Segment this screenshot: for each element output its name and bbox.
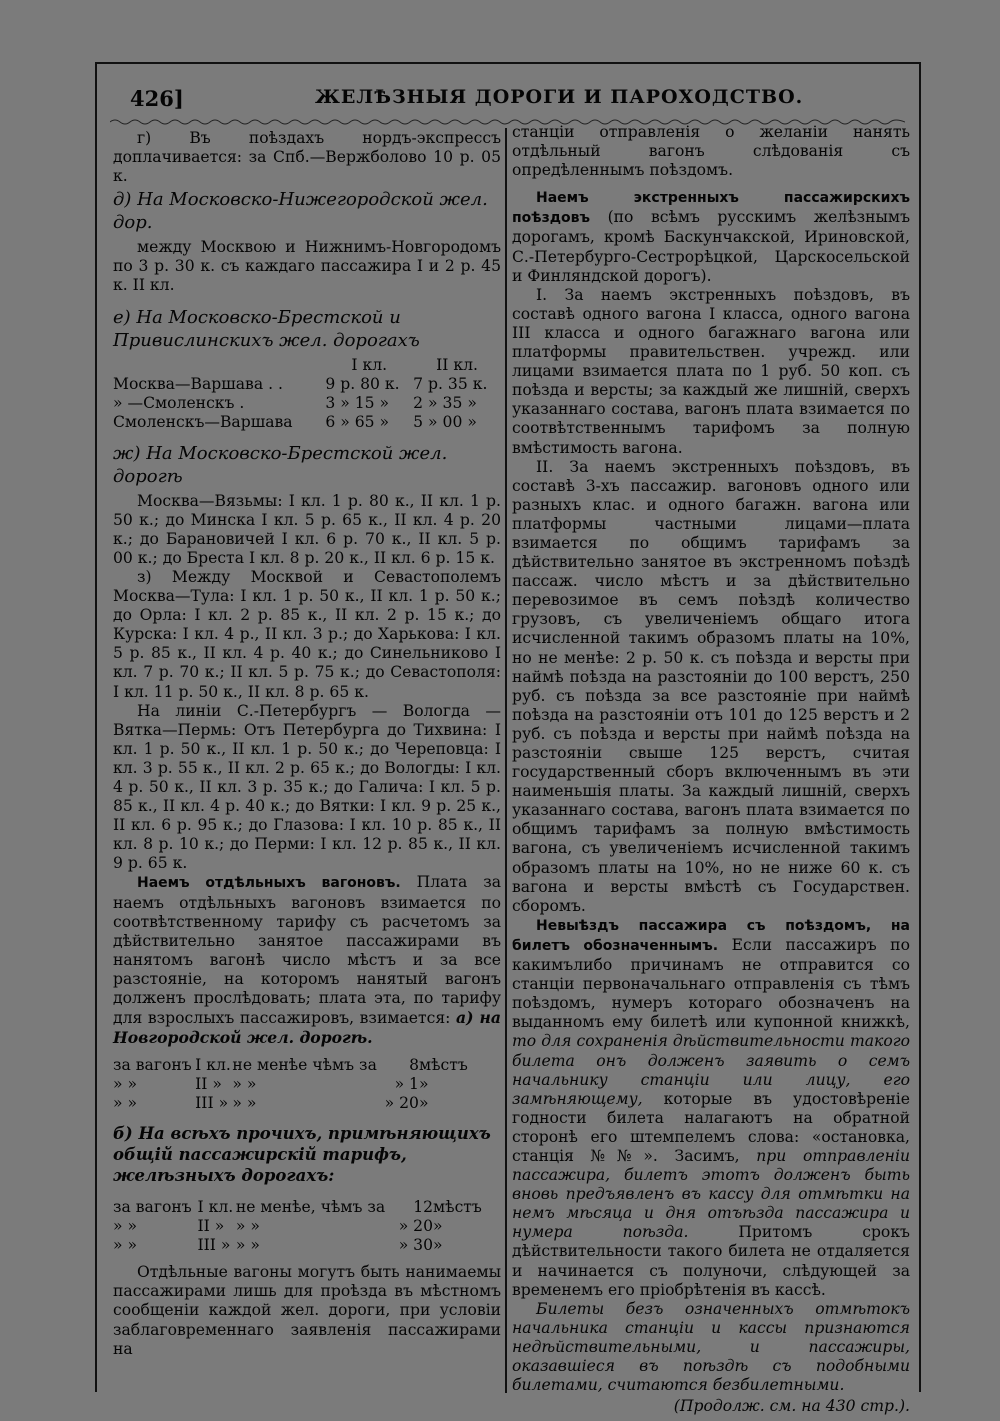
page-frame-left-rule xyxy=(95,62,97,1392)
cell: не менѣе, чѣмъ за xyxy=(235,1198,386,1217)
no-show-heading: Невыѣздъ пассажира съ поѣздомъ, на билетъ обозначеннымъ. xyxy=(512,917,910,954)
cell: » » xyxy=(235,1217,260,1236)
fare-col-2-header: II кл. xyxy=(436,355,479,374)
cell: » xyxy=(433,1236,443,1255)
cell: III » xyxy=(195,1094,229,1113)
cell: » » xyxy=(113,1094,138,1113)
table-row xyxy=(113,1056,470,1075)
fare-route: Москва—Варшава . . xyxy=(113,374,283,393)
no-show-text-3: Притомъ срокъ дѣйствительности такого билета не отдаляется и начинается съ полуночи, слѣдующей за временемъ его пріобрѣтенія въ кассѣ. xyxy=(512,1223,910,1299)
section-d-text: между Москвою и Нижнимъ-Новгородомъ по 3 р. 30 к. съ каждаго пассажира I и 2 р. 45 к. II кл. xyxy=(113,238,501,295)
continued-on-page-note: (Продолж. см. на 430 стр.). xyxy=(673,1397,910,1416)
page-number: 426] xyxy=(130,86,184,111)
table-row xyxy=(113,1094,470,1113)
fare-class-1: 9 р. 80 к. xyxy=(325,374,400,393)
cell: I кл. xyxy=(195,1056,231,1075)
extra-trains-heading: Наемъ экстренныхъ пассажирскихъ поѣздовъ xyxy=(512,190,910,227)
no-show-italic-2: при отправленіи пассажира, билетъ этотъ долженъ быть вновь предъявленъ въ кассу для отмѣтки на немъ мѣсяца и дня отъѣзда пассажира и нумера поѣзда. xyxy=(512,1146,910,1242)
left-column xyxy=(113,129,501,1359)
cell: мѣстъ xyxy=(418,1056,468,1075)
cell: » » xyxy=(235,1236,260,1255)
cell: » xyxy=(418,1094,429,1113)
table-row xyxy=(113,1217,485,1236)
cell: » 1 xyxy=(394,1075,419,1094)
cell: » 20 xyxy=(384,1094,419,1113)
cell: » » xyxy=(113,1236,138,1255)
naem-vagonov-heading: Наемъ отдѣльныхъ вагоновъ. xyxy=(137,875,401,892)
extra-trains-scope: (по всѣмъ русскимъ желѣзнымъ дорогамъ, кромѣ Баскунчакской, Ириновской, С.-Петербурго-Сестрорѣцкой, Царскосельской и Финляндской дорогъ). xyxy=(512,208,910,285)
column-divider xyxy=(505,128,507,1393)
fare-route: » —Смоленскъ . xyxy=(113,393,245,412)
cell: » » xyxy=(232,1075,257,1094)
cell: 8 xyxy=(409,1056,419,1075)
extra-trains-rule-1: I. За наемъ экстренныхъ поѣздовъ, въ составѣ одного вагона I класса, одного вагона III класса и одного багажнаго вагона или платформы правительствен. учрежд. или лицами взимается плата по 1 руб. 50 коп. съ поѣзда и версты; за каждый же лишній, сверхъ указаннаго состава, вагонъ плата взимается по соотвѣтственнымъ тарифомъ за полную вмѣстимость вагона. xyxy=(512,285,910,457)
cell: » 30 xyxy=(398,1236,434,1255)
cell: » 20 xyxy=(398,1217,434,1236)
tickets-invalid-note: Билеты безъ означенныхъ отмѣтокъ начальника станціи и кассы признаются недѣйствительными, и пассажиры, оказавшіеся въ поѣздѣ съ подобными билетами, считаются безбилетными. xyxy=(512,1299,910,1395)
no-show-italic-1: то для сохраненія дѣйствительности такого билета онъ долженъ заявить о семъ начальнику станціи или лицу, его замѣняющему, xyxy=(512,1032,910,1108)
cell: III » xyxy=(197,1236,231,1255)
fare-class-2: 5 » 00 » xyxy=(413,412,477,431)
table-row xyxy=(113,1075,470,1094)
fare-class-1: 3 » 15 » xyxy=(325,393,390,412)
cell: » » xyxy=(232,1094,257,1113)
naem-vagonov-text: Плата за наемъ отдѣльныхъ вагоновъ взимается по соотвѣтственному тарифу съ расчетомъ за дѣйствительно занятое пассажирами въ нанятомъ вагонѣ число мѣстъ и за все разстояніе, на которомъ нанятый вагонъ долженъ прослѣдовать; плата эта, по тарифу для взрослыхъ пассажировъ, взимается: xyxy=(113,873,501,1028)
section-e-heading: е) На Московско-Брестской и Привислинскихъ жел. дорогахъ xyxy=(113,306,420,351)
cell: » xyxy=(418,1075,429,1094)
cell: не менѣе чѣмъ за xyxy=(232,1056,377,1075)
cell: I кл. xyxy=(197,1198,234,1217)
right-column xyxy=(512,123,910,1416)
cell: 12 xyxy=(413,1198,434,1217)
fare-class-2: 7 р. 35 к. xyxy=(413,374,488,393)
cell: » » xyxy=(113,1075,138,1094)
section-b-heading: б) На всѣхъ прочихъ, примѣняющихъ общій пассажирскій тарифъ, желѣзныхъ дорогахъ: xyxy=(113,1124,491,1186)
line-spb-perm-text: На линіи С.-Петербургъ — Вологда — Вятка—Пермь: Отъ Петербурга до Тихвина: I кл. 1 р. 50 к., II кл. 1 р. 50 к.; до Череповца: I кл. 3 р. 55 к., II кл. 2 р. 65 к.; до Вологды: I кл. 4 р. 50 к., II кл. 3 р. 35 к.; до Галича: I кл. 5 р. 85 к., II кл. 4 р. 40 к.; до Вятки: I кл. 9 р. 25 к., II кл. 6 р. 95 к.; до Глазова: I кл. 10 р. 85 к., II кл. 8 р. 10 к.; до Перми: I кл. 12 р. 85 к., II кл. 9 р. 65 к. xyxy=(113,701,501,873)
page-frame-right-rule xyxy=(919,62,921,1392)
section-zh-heading: ж) На Московско-Брестской жел. дорогѣ xyxy=(113,442,448,487)
section-e-fare-table xyxy=(113,356,501,432)
continued-text: станціи отправленія о желаніи нанять отдѣльный вагонъ слѣдованія съ опредѣленнымъ поѣздомъ. xyxy=(512,123,910,180)
cell: » xyxy=(433,1217,443,1236)
section-z-text: з) Между Москвой и Севастополемъ Москва—Тула: I кл. 1 р. 50 к., II кл. 1 р. 50 к.; до Орла: I кл. 2 р. 85 к., II кл. 2 р. 15 к.; до Курска: I кл. 4 р., II кл. 3 р.; до Харькова: I кл. 5 р. 85 к., II кл. 4 р. 40 к.; до Синельниково I кл. 7 р. 70 к.; II кл. 5 р. 75 к.; до Севастополя: I кл. 11 р. 50 к., II кл. 8 р. 65 к. xyxy=(113,567,501,701)
running-title: ЖЕЛѢЗНЫЯ ДОРОГИ И ПАРОХОДСТВО. xyxy=(315,86,804,108)
table-row xyxy=(113,375,501,394)
cell: за вагонъ xyxy=(113,1198,192,1217)
cell: II » xyxy=(197,1217,225,1236)
extra-trains-rule-2: II. За наемъ экстренныхъ поѣздовъ, въ составѣ 3-хъ пассажир. вагоновъ одного или разныхъ клас. и одного багажн. вагона или платформы частными лицами—плата взимается по общимъ тарифамъ за дѣйствительно занятое въ экстренномъ поѣздѣ пассаж. число мѣстъ и за дѣйствительно перевозимое въ семъ поѣздѣ количество грузовъ, съ увеличеніемъ общаго итога исчисленной такимъ образомъ платы на 10%, но не менѣе: 2 р. 50 к. съ поѣзда и версты при наймѣ поѣзда на разстояніи до 100 верстъ, 250 руб. съ поѣзда за все разстояніе при наймѣ поѣзда на разстояніи отъ 101 до 125 верстъ и 2 руб. съ поѣзда и версты при наймѣ поѣзда на разстояніи свыше 125 верстъ, считая государственный сборъ включеннымъ въ эти наименьшія платы. За каждый лишній, сверхъ указаннаго состава, вагонъ плата взимается по общимъ тарифамъ за полную вмѣстимость вагона, съ увеличеніемъ исчисленной такимъ образомъ платы на 10%, но не ниже 60 к. съ вагона и версты вмѣстѣ съ Государствен. сборомъ. xyxy=(512,457,910,915)
wagon-min-seats-table-a xyxy=(113,1056,470,1113)
table-row xyxy=(113,1236,485,1255)
separate-wagons-text: Отдѣльные вагоны могутъ быть нанимаемы пассажирами лишь для проѣзда въ мѣстномъ сообщеніи каждой жел. дороги, при условіи заблаговременнаго заявленія пассажирами на xyxy=(113,1263,501,1358)
cell: за вагонъ xyxy=(113,1056,192,1075)
no-show-text-1: Если пассажиръ по какимълибо причинамъ не отправится со станціи первоначальнаго отправленія съ тѣмъ поѣздомъ, нумеръ котораго обозначенъ на выданномъ ему билетѣ или купонной книжкѣ, xyxy=(512,935,910,1032)
table-row xyxy=(113,394,501,413)
cell: » » xyxy=(113,1217,138,1236)
fare-class-2: 2 » 35 » xyxy=(413,393,477,412)
table-row xyxy=(113,413,501,432)
table-row xyxy=(113,1198,485,1217)
section-zh-text: Москва—Вязьмы: I кл. 1 р. 80 к., II кл. 1 р. 50 к.; до Минска I кл. 5 р. 65 к., II кл. 4 р. 20 к.; до Барановичей I кл. 6 р. 70 к., II кл. 5 р. 00 к.; до Бреста I кл. 8 р. 20 к., II кл. 6 р. 15 к. xyxy=(113,491,501,567)
fare-col-1-header: I кл. xyxy=(351,355,388,374)
fare-table-header xyxy=(113,356,501,375)
no-show-text-2: которые въ удостовѣреніе годности билета налагаютъ на обратной сторонѣ его штемпелемъ слова: «остановка, станція №№». Засимъ, xyxy=(512,1089,910,1165)
cell: мѣстъ xyxy=(433,1198,482,1217)
fare-class-1: 6 » 65 » xyxy=(325,412,390,431)
section-d-heading: д) На Московско-Нижегородской жел. дор. xyxy=(113,189,488,234)
wagon-min-seats-table-b xyxy=(113,1198,485,1255)
fare-route: Смоленскъ—Варшава xyxy=(113,412,293,431)
naem-section-a-heading: а) на Новгородской жел. дорогѣ. xyxy=(113,1008,501,1048)
cell: II » xyxy=(195,1075,222,1094)
section-g-text: г) Въ поѣздахъ нордъ-экспрессъ доплачивается: за Спб.—Вержболово 10 р. 05 к. xyxy=(113,129,501,186)
page-frame-top-rule xyxy=(95,62,921,64)
